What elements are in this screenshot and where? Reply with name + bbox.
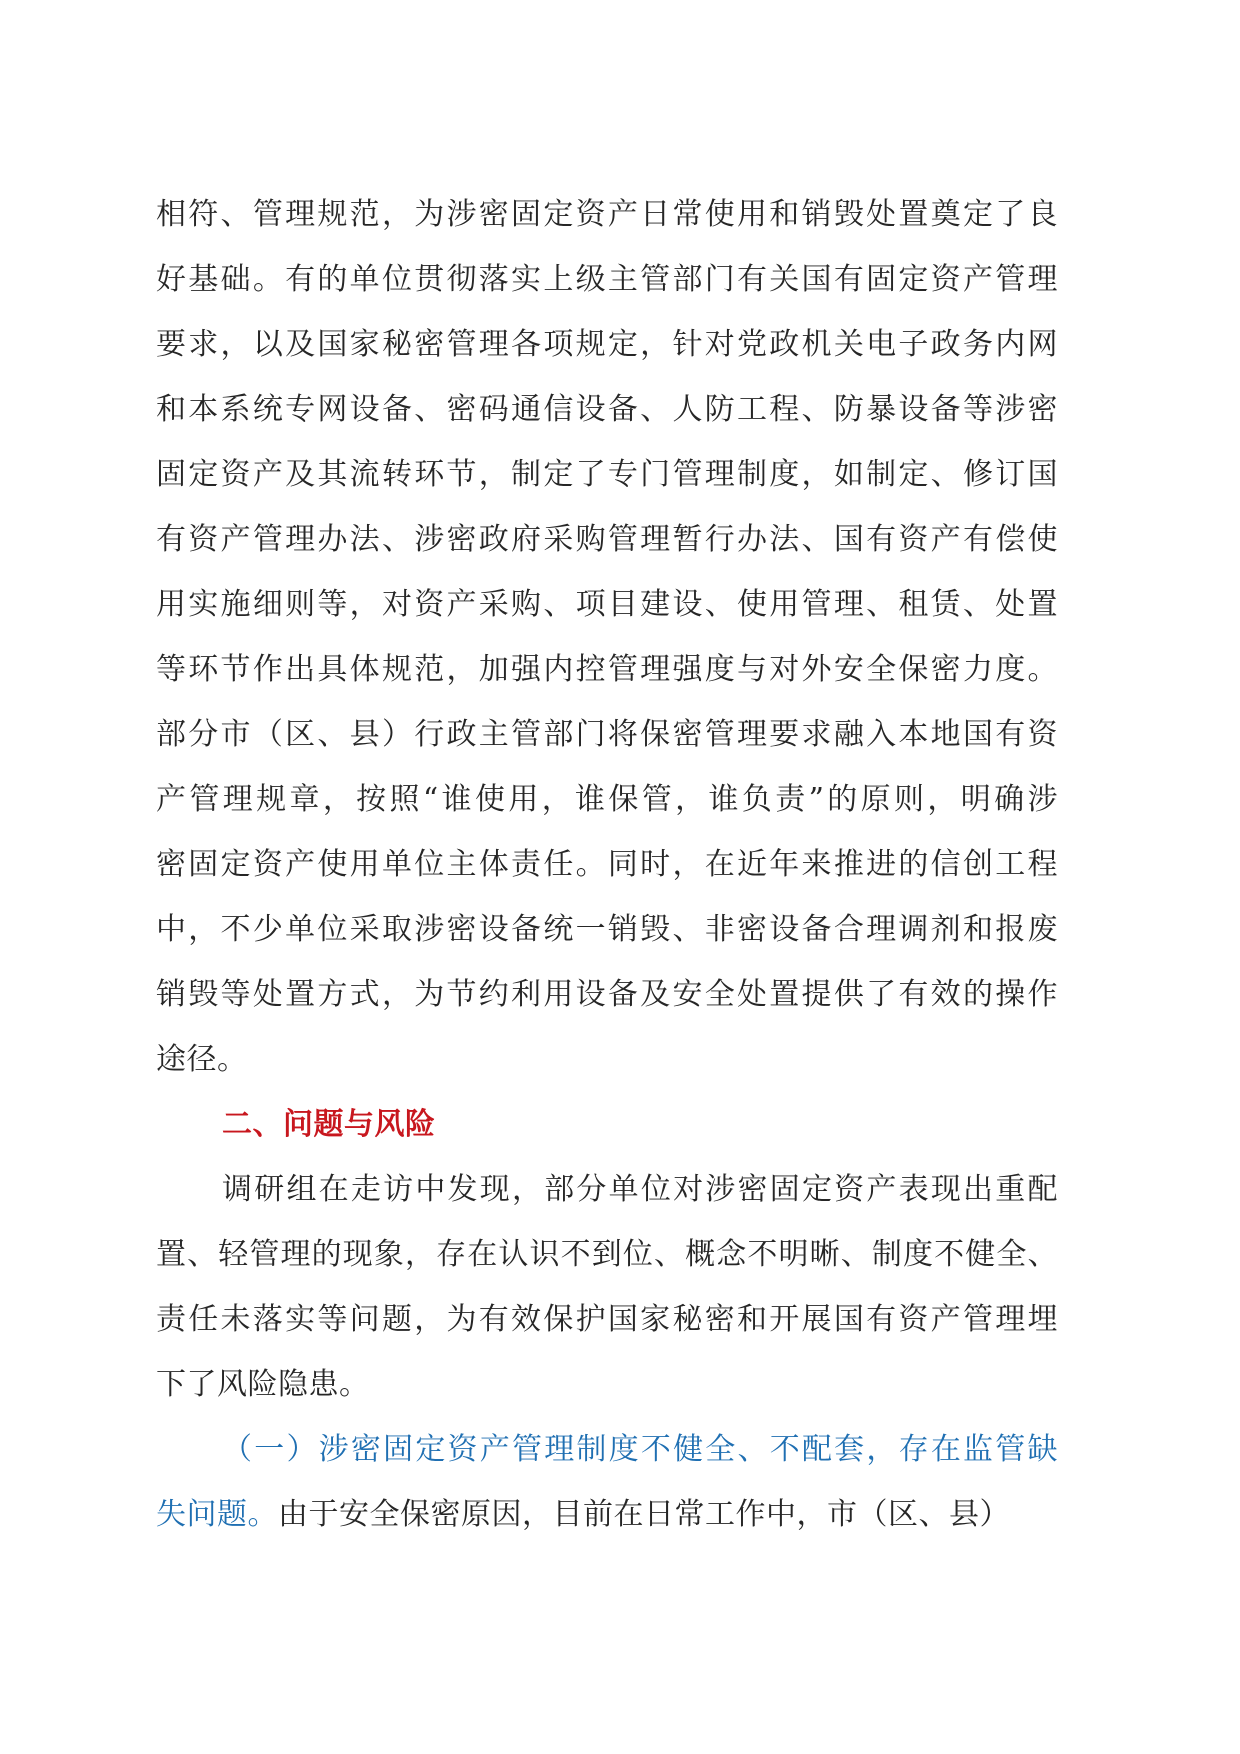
paragraph-line: 产管理规章，按照“谁使用，谁保管，谁负责”的原则，明确涉 bbox=[156, 782, 1058, 817]
paragraph-line: 调研组在走访中发现，部分单位对涉密固定资产表现出重配 bbox=[222, 1172, 1058, 1207]
paragraph-line: 固定资产及其流转环节，制定了专门管理制度，如制定、修订国 bbox=[156, 457, 1058, 492]
paragraph-line: 销毁等处置方式，为节约利用设备及安全处置提供了有效的操作 bbox=[156, 977, 1058, 1012]
document-page bbox=[156, 182, 1058, 1547]
subsection-title-end: 失问题。 bbox=[156, 1497, 278, 1532]
paragraph-line: 责任未落实等问题，为有效保护国家秘密和开展国有资产管理埋 bbox=[156, 1302, 1058, 1337]
paragraph-line: 要求，以及国家秘密管理各项规定，针对党政机关电子政务内网 bbox=[156, 327, 1058, 362]
paragraph-line: 途径。 bbox=[156, 1042, 248, 1077]
section-heading: 二、问题与风险 bbox=[222, 1107, 436, 1142]
paragraph-line: 部分市（区、县）行政主管部门将保密管理要求融入本地国有资 bbox=[156, 717, 1058, 752]
paragraph-line: 置、轻管理的现象，存在认识不到位、概念不明晰、制度不健全、 bbox=[156, 1237, 1058, 1272]
paragraph-line: 和本系统专网设备、密码通信设备、人防工程、防暴设备等涉密 bbox=[156, 392, 1058, 427]
paragraph-line: 中，不少单位采取涉密设备统一销毁、非密设备合理调剂和报废 bbox=[156, 912, 1058, 947]
paragraph-line: 密固定资产使用单位主体责任。同时，在近年来推进的信创工程 bbox=[156, 847, 1058, 882]
paragraph-line: 下了风险隐患。 bbox=[156, 1367, 370, 1402]
subsection-title: （一）涉密固定资产管理制度不健全、不配套，存在监管缺 bbox=[222, 1432, 1058, 1467]
paragraph-line: 用实施细则等，对资产采购、项目建设、使用管理、租赁、处置 bbox=[156, 587, 1058, 622]
subsection-text: 由于安全保密原因，目前在日常工作中，市（区、县） bbox=[278, 1497, 1010, 1532]
paragraph-line: 等环节作出具体规范，加强内控管理强度与对外安全保密力度。 bbox=[156, 652, 1058, 687]
paragraph-line: 有资产管理办法、涉密政府采购管理暂行办法、国有资产有偿使 bbox=[156, 522, 1058, 557]
subsection-line bbox=[156, 1482, 1058, 1547]
paragraph-line: 相符、管理规范，为涉密固定资产日常使用和销毁处置奠定了良 bbox=[156, 197, 1058, 232]
paragraph-line: 好基础。有的单位贯彻落实上级主管部门有关国有固定资产管理 bbox=[156, 262, 1058, 297]
